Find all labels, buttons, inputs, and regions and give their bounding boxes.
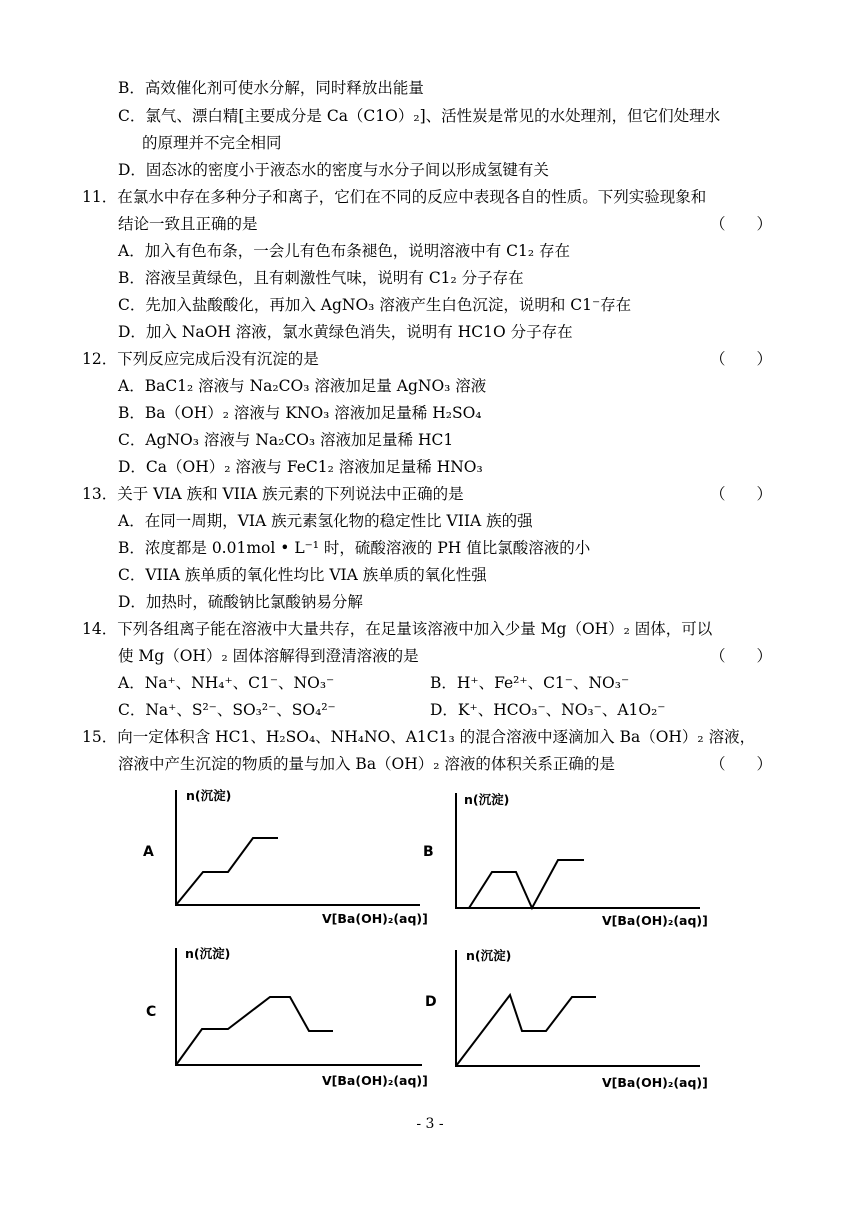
graph-c-letter: C bbox=[146, 1004, 157, 1020]
graph-a-letter: A bbox=[143, 844, 154, 860]
answer-blank-q14: （ ） bbox=[710, 647, 773, 665]
text-line-q14-c: C．Na⁺、S²⁻、SO₃²⁻、SO₄²⁻ bbox=[118, 701, 336, 719]
graph-d-ylabel: n(沉淀) bbox=[466, 948, 512, 963]
text-line-q11-d: D．加入 NaOH 溶液，氯水黄绿色消失，说明有 HC1O 分子存在 bbox=[118, 323, 573, 341]
graph-b-ylabel: n(沉淀) bbox=[464, 792, 510, 807]
graph-d-letter: D bbox=[425, 994, 437, 1010]
graph-a-ylabel: n(沉淀) bbox=[186, 788, 232, 803]
answer-blank-q13: （ ） bbox=[710, 485, 773, 503]
text-line-q11-a: A．加入有色布条，一会儿有色布条褪色，说明溶液中有 C1₂ 存在 bbox=[118, 242, 570, 260]
text-line-q15-1: 15．向一定体积含 HC1、H₂SO₄、NH₄NO、A1C1₃ 的混合溶液中逐滴加入 Ba（OH）₂ 溶液， bbox=[82, 728, 756, 746]
answer-blank-q11: （ ） bbox=[710, 215, 773, 233]
text-line-q13-c: C．VIIA 族单质的氧化性均比 VIA 族单质的氧化性强 bbox=[118, 566, 487, 584]
text-line-q12: 12．下列反应完成后没有沉淀的是 bbox=[82, 350, 319, 368]
text-line-q12-a: A．BaC1₂ 溶液与 Na₂CO₃ 溶液加足量 AgNO₃ 溶液 bbox=[118, 377, 487, 395]
text-line-q12-b: B．Ba（OH）₂ 溶液与 KNO₃ 溶液加足量稀 H₂SO₄ bbox=[118, 404, 482, 422]
text-line-q14-d: D．K⁺、HCO₃⁻、NO₃⁻、A1O₂⁻ bbox=[430, 701, 666, 719]
graph-a-xlabel: V[Ba(OH)₂(aq)] bbox=[322, 911, 428, 926]
text-line-q13: 13．关于 VIA 族和 VIIA 族元素的下列说法中正确的是 bbox=[82, 485, 464, 503]
text-line-q15-2: 溶液中产生沉淀的物质的量与加入 Ba（OH）₂ 溶液的体积关系正确的是 bbox=[118, 755, 615, 773]
text-line-q13-b: B．浓度都是 0.01mol • L⁻¹ 时，硫酸溶液的 PH 值比氯酸溶液的小 bbox=[118, 539, 591, 557]
graph-d-xlabel: V[Ba(OH)₂(aq)] bbox=[602, 1075, 708, 1090]
text-line-q11-1: 11．在氯水中存在多种分子和离子，它们在不同的反应中表现各自的性质。下列实验现象和 bbox=[82, 188, 707, 206]
text-line-q11-2: 结论一致且正确的是 bbox=[118, 215, 258, 233]
answer-blank-q12: （ ） bbox=[710, 350, 773, 368]
text-line-q13-d: D．加热时，硫酸钠比氯酸钠易分解 bbox=[118, 593, 363, 611]
graph-d-axes bbox=[456, 950, 700, 1066]
text-line-q10-c2: 的原理并不完全相同 bbox=[142, 134, 282, 152]
page-number: - 3 - bbox=[416, 1116, 444, 1132]
text-line-q11-c: C．先加入盐酸酸化，再加入 AgNO₃ 溶液产生白色沉淀，说明和 C1⁻存在 bbox=[118, 296, 632, 314]
text-line-q10-b: B．高效催化剂可使水分解，同时释放出能量 bbox=[118, 79, 424, 97]
answer-blank-q15: （ ） bbox=[710, 755, 773, 773]
graph-d-curve bbox=[456, 995, 596, 1066]
text-line-q10-c1: C．氯气、漂白精[主要成分是 Ca（C1O）₂]、活性炭是常见的水处理剂，但它们处理水 bbox=[118, 107, 721, 125]
text-line-q14-2: 使 Mg（OH）₂ 固体溶解得到澄清溶液的是 bbox=[118, 647, 419, 665]
text-line-q14-a: A．Na⁺、NH₄⁺、C1⁻、NO₃⁻ bbox=[118, 674, 335, 692]
graph-c-xlabel: V[Ba(OH)₂(aq)] bbox=[322, 1073, 428, 1088]
text-line-q12-d: D．Ca（OH）₂ 溶液与 FeC1₂ 溶液加足量稀 HNO₃ bbox=[118, 458, 483, 476]
text-line-q14-b: B．H⁺、Fe²⁺、C1⁻、NO₃⁻ bbox=[430, 674, 630, 692]
text-line-q10-d: D．固态冰的密度小于液态水的密度与水分子间以形成氢键有关 bbox=[118, 161, 549, 179]
text-line-q12-c: C．AgNO₃ 溶液与 Na₂CO₃ 溶液加足量稀 HC1 bbox=[118, 431, 454, 449]
graph-b-xlabel: V[Ba(OH)₂(aq)] bbox=[602, 913, 708, 928]
graph-c-ylabel: n(沉淀) bbox=[185, 946, 231, 961]
text-line-q14-1: 14．下列各组离子能在溶液中大量共存，在足量该溶液中加入少量 Mg（OH）₂ 固体，可以 bbox=[82, 620, 713, 638]
graph-b-letter: B bbox=[423, 844, 434, 860]
text-line-q11-b: B．溶液呈黄绿色，且有刺激性气味，说明有 C1₂ 分子存在 bbox=[118, 269, 524, 287]
text-line-q13-a: A．在同一周期，VIA 族元素氢化物的稳定性比 VIIA 族的强 bbox=[118, 512, 533, 530]
